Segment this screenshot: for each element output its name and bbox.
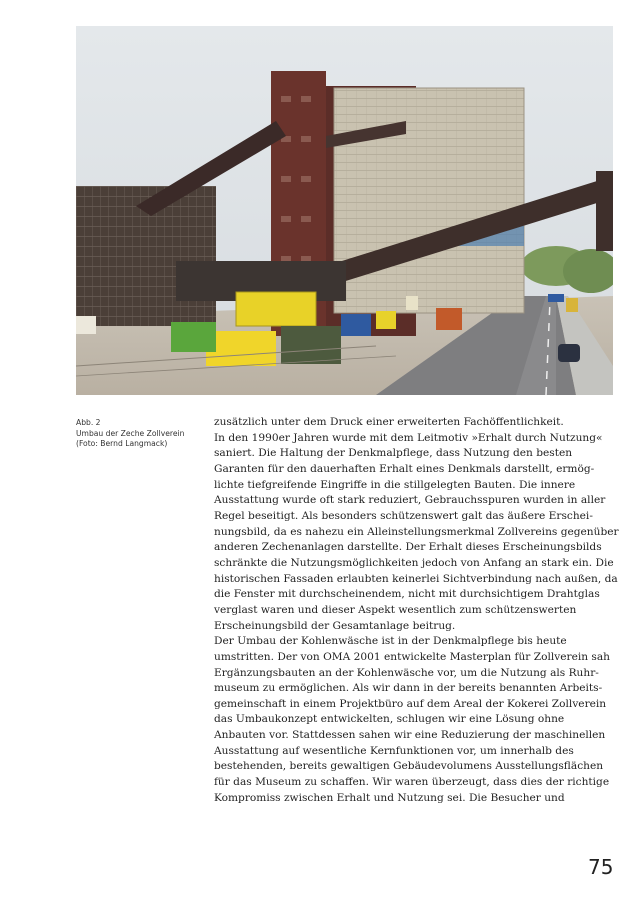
text-line: verglast waren und dieser Aspekt wesentlich zum schützenswerten [214, 603, 577, 616]
construction-site-photo [76, 26, 613, 395]
text-line: Anbauten vor. Stattdessen sahen wir eine Reduzierung der maschinellen [214, 729, 606, 742]
text-line: das Umbaukonzept entwickelten, schlugen wir eine Lösung ohne [214, 713, 565, 726]
text-line: Ausstattung auf wesentliche Kernfunktionen vor, um innerhalb des [214, 744, 574, 757]
text-line: saniert. Die Haltung der Denkmalpflege, dass Nutzung den besten [214, 447, 573, 460]
figure-caption [76, 418, 206, 450]
text-line: In den 1990er Jahren wurde mit dem Leitmotiv »Erhalt durch Nutzung« [214, 431, 603, 444]
text-line: bestehenden, bereits gewaltigen Gebäudevolumens Ausstellungsflächen [214, 760, 604, 773]
caption-line: (Foto: Bernd Langmack) [76, 439, 168, 449]
text-line: historischen Fassaden erlaubten keinerlei Sichtverbindung nach außen, da [214, 572, 618, 585]
caption-line: Umbau der Zeche Zollverein [76, 428, 185, 438]
text-line: Kompromiss zwischen Erhalt und Nutzung sei. Die Besucher und [214, 791, 565, 804]
caption-line: Abb. 2 [76, 418, 101, 427]
text-line: für das Museum zu schaffen. Wir waren überzeugt, dass dies der richtige [214, 776, 610, 789]
text-line: Ausstattung wurde oft stark reduziert, Gebrauchsspuren wurden in aller [214, 494, 606, 507]
text-line: nungsbild, da es nahezu ein Alleinstellungsmerkmal Zollvereins gegenüber [214, 525, 619, 538]
text-line: Der Umbau der Kohlenwäsche ist in der Denkmalpflege bis heute [214, 635, 567, 648]
page-number: 75 [588, 855, 614, 879]
text-line: zusätzlich unter dem Druck einer erweiterten Fachöffentlichkeit. [214, 416, 564, 428]
text-line: umstritten. Der von OMA 2001 entwickelte Masterplan für Zollverein sah [214, 650, 610, 663]
text-line: gemeinschaft in einem Projektbüro auf dem Areal der Kokerei Zollverein [214, 697, 607, 710]
text-line: Ergänzungsbauten an der Kohlenwäsche vor, um die Nutzung als Ruhr- [214, 666, 599, 679]
body-text [214, 415, 619, 806]
text-line: lichte tiefgreifende Eingriffe in die stillgelegten Bauten. Die innere [214, 478, 576, 491]
text-line: schränkte die Nutzungsmöglichkeiten jedoch von Anfang an stark ein. Die [214, 556, 614, 569]
text-line: die Fenster mit durchscheinendem, nicht mit durchsichtigem Drahtglas [214, 588, 600, 601]
text-line: anderen Zechenanlagen darstellte. Der Erhalt dieses Erscheinungsbilds [214, 541, 602, 554]
text-line: Erscheinungsbild der Gesamtanlage beitrug. [214, 619, 456, 632]
text-line: museum zu ermöglichen. Als wir dann in der bereits benannten Arbeits- [214, 682, 603, 695]
text-line: Regel beseitigt. Als besonders schützenswert galt das äußere Erschei- [214, 509, 593, 522]
text-line: Garanten für den dauerhaften Erhalt eines Denkmals darstellt, ermög- [214, 462, 595, 475]
